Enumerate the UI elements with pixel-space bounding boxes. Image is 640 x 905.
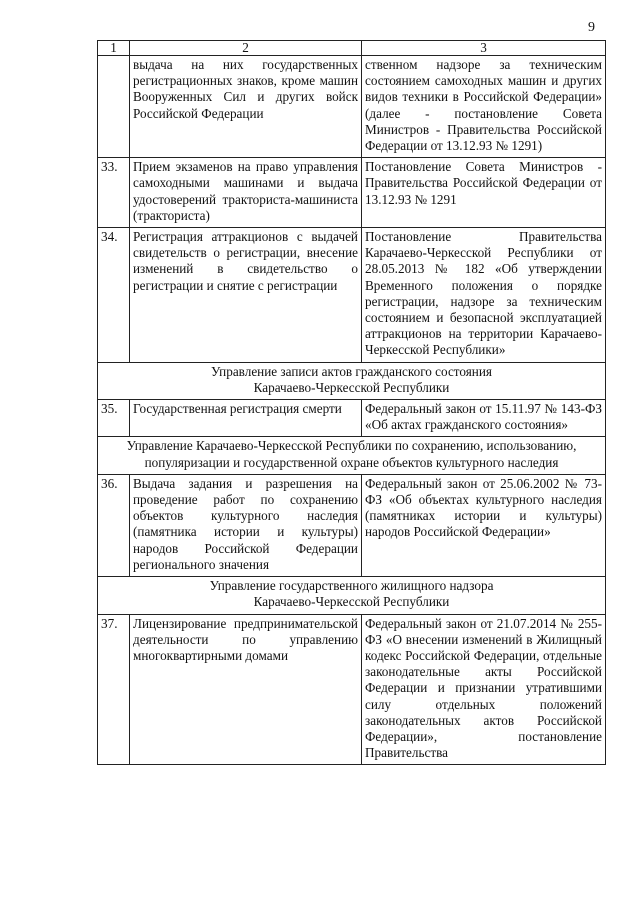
- section-heading: [98, 437, 606, 474]
- section-row: [98, 362, 606, 399]
- section-heading-line: популяризации и государственной охране объектов культурного наследия: [144, 454, 559, 470]
- table-row: [98, 228, 606, 363]
- section-row: [98, 437, 606, 474]
- service-name: Лицензирование предпринимательской деятельности по управлению многоквартирными домами: [130, 614, 362, 765]
- row-number: 34.: [98, 228, 130, 363]
- legal-basis: Федеральный закон от 15.11.97 № 143-ФЗ «Об актах гражданского состояния»: [362, 400, 606, 437]
- column-header-service: 2: [130, 41, 362, 56]
- legal-basis: ственном надзоре за техническим состоянием самоходных машин и других видов техники в Российской Федерации» (далее - постановление Совета Министров - Правительства Российской Федерации от 13.12.93 № 1291): [362, 56, 606, 158]
- column-header-number: 1: [98, 41, 130, 56]
- table-row: [98, 400, 606, 437]
- service-name: Прием экзаменов на право управления самоходными машинами и выдача удостоверений тракториста-машиниста (тракториста): [130, 158, 362, 228]
- section-heading-line: Управление Карачаево-Черкесской Республики по сохранению, использованию,: [126, 438, 577, 454]
- row-number: 36.: [98, 474, 130, 576]
- row-number: 33.: [98, 158, 130, 228]
- services-table: [97, 40, 606, 765]
- service-name: Регистрация аттракционов с выдачей свидетельств о регистрации, внесение изменений в свидетельство о регистрации и снятие с регистрации: [130, 228, 362, 363]
- row-number: [98, 56, 130, 158]
- column-header-basis: 3: [362, 41, 606, 56]
- table-row: [98, 158, 606, 228]
- table-row: [98, 614, 606, 765]
- section-heading-line: Карачаево-Черкесской Республики: [253, 594, 450, 610]
- section-heading-line: Карачаево-Черкесской Республики: [253, 379, 450, 395]
- row-number: 37.: [98, 614, 130, 765]
- table-row: [98, 474, 606, 576]
- table-row: [98, 56, 606, 158]
- section-heading-line: Управление государственного жилищного надзора: [209, 578, 494, 594]
- legal-basis: Федеральный закон от 25.06.2002 № 73-ФЗ «Об объектах культурного наследия (памятниках истории и культуры) народов Российской Федерации»: [362, 474, 606, 576]
- table-header-row: [98, 41, 606, 56]
- section-row: [98, 577, 606, 614]
- service-name: Выдача задания и разрешения на проведение работ по сохранению объектов культурного наследия (памятника истории и культуры) народов Российской Федерации регионального значения: [130, 474, 362, 576]
- service-name: Государственная регистрация смерти: [130, 400, 362, 437]
- section-heading: [98, 362, 606, 399]
- row-number: 35.: [98, 400, 130, 437]
- legal-basis: Постановление Правительства Карачаево-Черкесской Республики от 28.05.2013 № 182 «Об утверждении Временного положения о порядке регистрации, надзоре за техническим состоянием и безопасной эксплуатацией аттракционов на территории Карачаево-Черкесской Республики»: [362, 228, 606, 363]
- legal-basis: Постановление Совета Министров - Правительства Российской Федерации от 13.12.93 № 1291: [362, 158, 606, 228]
- page-number: 9: [588, 20, 595, 35]
- section-heading-line: Управление записи актов гражданского состояния: [211, 363, 492, 379]
- service-name: выдача на них государственных регистрационных знаков, кроме машин Вооруженных Сил и других войск Российской Федерации: [130, 56, 362, 158]
- legal-basis: Федеральный закон от 21.07.2014 № 255-ФЗ «О внесении изменений в Жилищный кодекс Российской Федерации, отдельные законодательные акты Российской Федерации и признании утратившими силу отдельных положений законодательных актов Российской Федерации», постановление Правительства: [362, 614, 606, 765]
- section-heading: [98, 577, 606, 614]
